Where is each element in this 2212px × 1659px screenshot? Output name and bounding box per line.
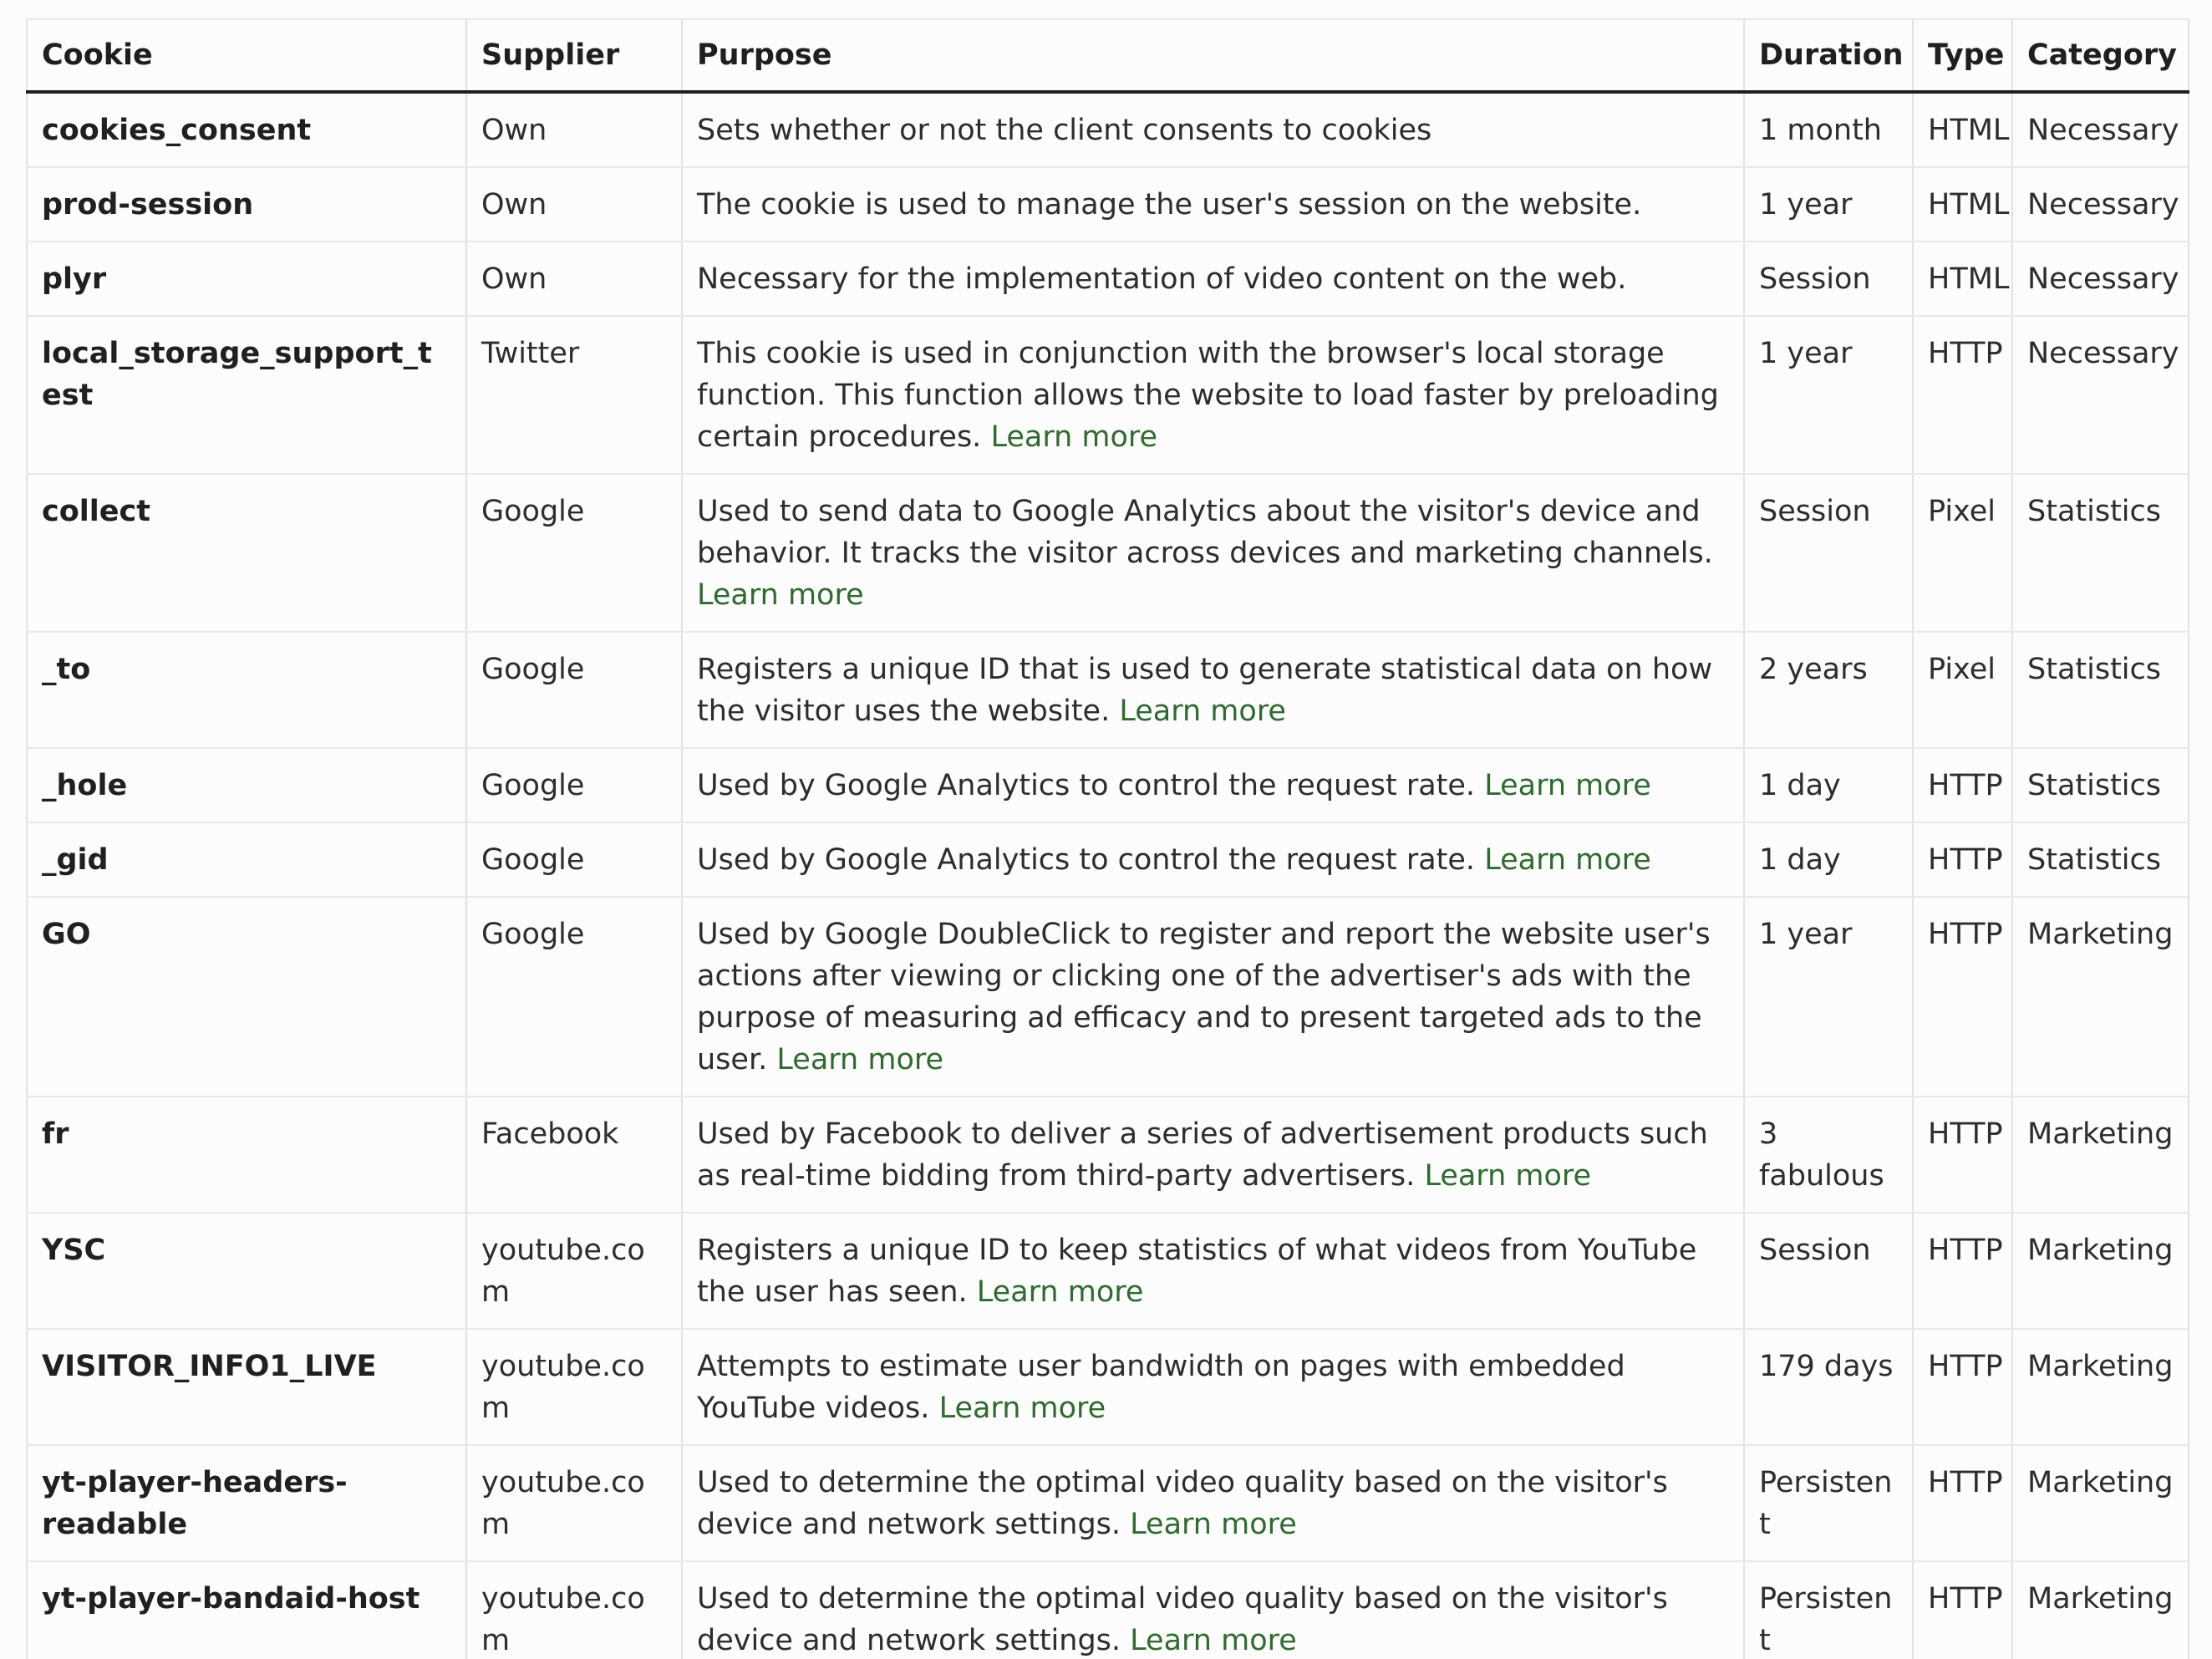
category-cell: Marketing [2012,1329,2189,1445]
purpose-text: Registers a unique ID that is used to generate statistical data on how the visitor uses the website. [697,653,1713,728]
table-row [27,748,2189,822]
supplier-cell: youtube.com [466,1445,682,1561]
table-row [27,1445,2189,1561]
cookie-name-cell: _gid [27,822,466,897]
purpose-cell [682,1329,1744,1445]
cookie-table [26,18,2189,1659]
duration-cell: 1 year [1744,316,1913,474]
purpose-cell [682,167,1744,242]
duration-cell: 3 fabulous [1744,1097,1913,1213]
column-header-duration: Duration [1744,19,1913,92]
cookie-name-cell: YSC [27,1213,466,1329]
duration-cell: 2 years [1744,632,1913,748]
column-header-purpose: Purpose [682,19,1744,92]
learn-more-link[interactable]: Learn more [1424,1159,1592,1193]
purpose-text: Necessary for the implementation of video content on the web. [697,262,1627,296]
category-cell: Statistics [2012,632,2189,748]
cookie-name-cell: plyr [27,242,466,316]
purpose-cell [682,1213,1744,1329]
purpose-text: Registers a unique ID to keep statistics of what videos from YouTube the user has seen. [697,1234,1697,1309]
learn-more-link[interactable]: Learn more [938,1392,1106,1425]
category-cell: Marketing [2012,897,2189,1097]
duration-cell: 1 day [1744,748,1913,822]
learn-more-link[interactable]: Learn more [1130,1624,1297,1657]
duration-cell: Persistent [1744,1561,1913,1659]
supplier-cell: Twitter [466,316,682,474]
table-row [27,632,2189,748]
category-cell: Necessary [2012,167,2189,242]
column-header-cookie: Cookie [27,19,466,92]
type-cell: HTTP [1913,1097,2012,1213]
cookie-name-cell: yt-player-bandaid-host [27,1561,466,1659]
type-cell: HTTP [1913,1561,2012,1659]
category-cell: Statistics [2012,474,2189,632]
learn-more-link[interactable]: Learn more [976,1275,1144,1309]
purpose-text: This cookie is used in conjunction with the browser's local storage function. This function allows the website to load faster by preloading certain procedures. [697,337,1719,454]
type-cell: HTTP [1913,1213,2012,1329]
duration-cell: 179 days [1744,1329,1913,1445]
category-cell: Marketing [2012,1445,2189,1561]
table-row [27,242,2189,316]
supplier-cell: Own [466,92,682,167]
category-cell: Necessary [2012,92,2189,167]
purpose-text: Attempts to estimate user bandwidth on pages with embedded YouTube videos. [697,1350,1625,1425]
supplier-cell: Google [466,474,682,632]
table-row [27,1097,2189,1213]
purpose-text: Used by Google DoubleClick to register and report the website user's actions after viewing or clicking one of the advertiser's ads with the purpose of measuring ad efficacy and to present targeted ads to the user. [697,918,1711,1076]
purpose-cell [682,474,1744,632]
cookie-name-cell: collect [27,474,466,632]
supplier-cell: Google [466,897,682,1097]
duration-cell: 1 year [1744,167,1913,242]
column-header-supplier: Supplier [466,19,682,92]
learn-more-link[interactable]: Learn more [1130,1508,1297,1541]
purpose-text: Sets whether or not the client consents to cookies [697,114,1432,147]
purpose-text: Used by Facebook to deliver a series of advertisement products such as real-time bidding from third-party advertisers. [697,1117,1708,1193]
duration-cell: 1 month [1744,92,1913,167]
purpose-cell [682,748,1744,822]
duration-cell: Persistent [1744,1445,1913,1561]
type-cell: Pixel [1913,632,2012,748]
cookie-name-cell: VISITOR_INFO1_LIVE [27,1329,466,1445]
category-cell: Marketing [2012,1561,2189,1659]
learn-more-link[interactable]: Learn more [990,420,1158,454]
type-cell: HTTP [1913,316,2012,474]
type-cell: HTML [1913,92,2012,167]
supplier-cell: Own [466,242,682,316]
learn-more-link[interactable]: Learn more [1484,843,1651,877]
category-cell: Necessary [2012,316,2189,474]
cookie-name-cell: _to [27,632,466,748]
purpose-cell [682,1097,1744,1213]
supplier-cell: Google [466,748,682,822]
duration-cell: Session [1744,242,1913,316]
duration-cell: 1 day [1744,822,1913,897]
category-cell: Necessary [2012,242,2189,316]
type-cell: HTTP [1913,1329,2012,1445]
supplier-cell: Facebook [466,1097,682,1213]
purpose-cell [682,92,1744,167]
type-cell: HTTP [1913,1445,2012,1561]
cookie-name-cell: cookies_consent [27,92,466,167]
table-row [27,167,2189,242]
learn-more-link[interactable]: Learn more [1119,695,1286,728]
category-cell: Marketing [2012,1213,2189,1329]
table-row [27,1213,2189,1329]
type-cell: HTTP [1913,897,2012,1097]
purpose-text: The cookie is used to manage the user's session on the website. [697,188,1642,221]
purpose-text: Used to determine the optimal video quality based on the visitor's device and network settings. [697,1582,1668,1657]
table-row [27,1561,2189,1659]
purpose-cell [682,632,1744,748]
category-cell: Statistics [2012,822,2189,897]
table-header-row [27,19,2189,92]
table-row [27,474,2189,632]
supplier-cell: youtube.com [466,1329,682,1445]
table-row [27,897,2189,1097]
column-header-type: Type [1913,19,2012,92]
duration-cell: Session [1744,474,1913,632]
learn-more-link[interactable]: Learn more [1484,769,1651,802]
cookie-name-cell: fr [27,1097,466,1213]
type-cell: HTTP [1913,822,2012,897]
table-row [27,1329,2189,1445]
cookie-name-cell: GO [27,897,466,1097]
type-cell: HTTP [1913,748,2012,822]
table-row [27,822,2189,897]
table-row [27,316,2189,474]
learn-more-link[interactable]: Learn more [776,1043,944,1076]
cookie-name-cell: prod-session [27,167,466,242]
cookie-name-cell: yt-player-headers-readable [27,1445,466,1561]
type-cell: HTML [1913,242,2012,316]
purpose-text: Used by Google Analytics to control the request rate. [697,769,1476,802]
table-row [27,92,2189,167]
supplier-cell: Google [466,822,682,897]
purpose-cell [682,897,1744,1097]
learn-more-link[interactable]: Learn more [697,578,864,612]
supplier-cell: youtube.com [466,1561,682,1659]
supplier-cell: Own [466,167,682,242]
purpose-cell [682,822,1744,897]
supplier-cell: youtube.com [466,1213,682,1329]
table-body [27,92,2189,1659]
purpose-cell [682,1561,1744,1659]
type-cell: HTML [1913,167,2012,242]
duration-cell: 1 year [1744,897,1913,1097]
supplier-cell: Google [466,632,682,748]
purpose-text: Used to determine the optimal video quality based on the visitor's device and network settings. [697,1466,1668,1541]
purpose-text: Used by Google Analytics to control the request rate. [697,843,1476,877]
purpose-cell [682,242,1744,316]
purpose-cell [682,316,1744,474]
cookie-name-cell: local_storage_support_test [27,316,466,474]
column-header-category: Category [2012,19,2189,92]
purpose-cell [682,1445,1744,1561]
purpose-text: Used to send data to Google Analytics about the visitor's device and behavior. It tracks the visitor across devices and marketing channels. [697,495,1713,570]
category-cell: Marketing [2012,1097,2189,1213]
category-cell: Statistics [2012,748,2189,822]
duration-cell: Session [1744,1213,1913,1329]
type-cell: Pixel [1913,474,2012,632]
cookie-name-cell: _hole [27,748,466,822]
